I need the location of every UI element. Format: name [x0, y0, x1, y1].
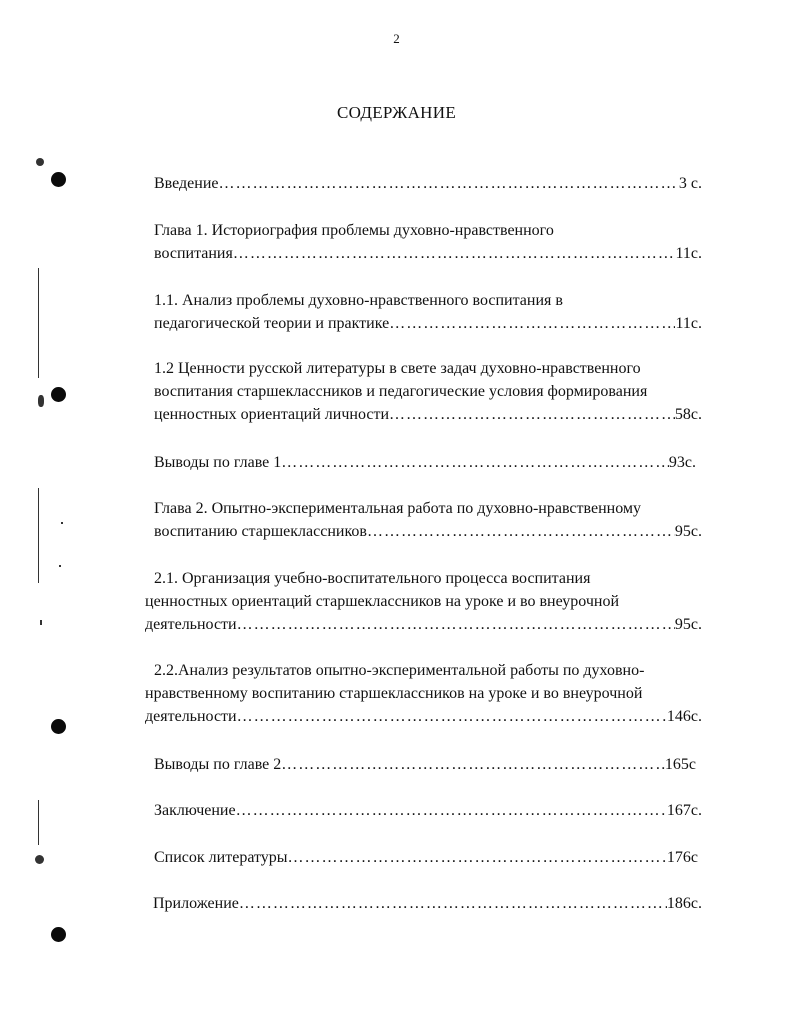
dot-leader — [288, 846, 667, 869]
toc-label: Выводы по главе 1 — [154, 454, 282, 471]
toc-label: Приложение — [153, 895, 239, 912]
toc-page: 3 с. — [678, 175, 702, 192]
toc-line: нравственному воспитанию старшеклассников на уроке и во внеурочной — [145, 685, 643, 702]
toc-entry-section-1-2 — [154, 357, 702, 426]
dot-leader — [233, 242, 676, 265]
dot-leader — [389, 312, 675, 335]
toc-label: педагогической теории и практике — [154, 315, 390, 332]
dot-leader — [389, 403, 675, 426]
binder-hole-2 — [51, 387, 66, 402]
toc-entry-conclusion — [154, 799, 702, 822]
dot-leader — [367, 520, 675, 543]
toc-label: Выводы по главе 2 — [154, 756, 282, 773]
toc-entry-appendix — [153, 892, 702, 915]
toc-label: деятельности — [145, 708, 237, 725]
toc-line: ценностных ориентаций старшеклассников на уроке и во внеурочной — [145, 593, 620, 610]
toc-line: 2.2.Анализ результатов опытно-экспериментальной работы по духовно- — [154, 662, 645, 679]
toc-page: 93с. — [668, 454, 696, 471]
toc-page: 95с. — [674, 523, 702, 540]
toc-label: Список литературы — [154, 849, 288, 866]
toc-page: 146с. — [666, 708, 702, 725]
toc-line: Глава 1. Историография проблемы духовно-нравственного — [154, 222, 554, 239]
binder-hole-1 — [51, 172, 66, 187]
toc-label: воспитанию старшеклассников — [154, 523, 367, 540]
toc-page: 58с. — [674, 406, 702, 423]
toc-label: воспитания — [154, 245, 233, 262]
toc-entry-conclusions-1 — [154, 451, 696, 474]
scan-speck — [38, 488, 39, 583]
scan-speck — [36, 158, 44, 166]
toc-line: Глава 2. Опытно-экспериментальная работа по духовно-нравственному — [154, 500, 642, 517]
scan-speck — [35, 855, 44, 864]
toc-page: 11с. — [675, 245, 702, 262]
toc-line: 1.1. Анализ проблемы духовно-нравственного воспитания в — [154, 292, 563, 309]
dot-leader — [239, 892, 667, 915]
page-title: СОДЕРЖАНИЕ — [336, 103, 457, 122]
dot-leader — [237, 705, 667, 728]
toc-line: 1.2 Ценности русской литературы в свете задач духовно-нравственного — [154, 360, 641, 377]
toc-entry-section-1-1 — [154, 289, 702, 335]
scan-speck — [38, 395, 44, 407]
toc-entry-chapter-1 — [154, 219, 702, 265]
toc-entry-chapter-2 — [154, 497, 702, 543]
toc-page: 95с. — [674, 616, 702, 633]
dot-leader — [236, 799, 667, 822]
toc-page: 11с. — [675, 315, 702, 332]
dot-leader — [281, 753, 665, 776]
toc-page: 186с. — [666, 895, 702, 912]
toc-label: Заключение — [154, 802, 236, 819]
toc-line: воспитания старшеклассников и педагогические условия формирования — [154, 383, 648, 400]
toc-label: Введение — [154, 175, 219, 192]
toc-entry-conclusions-2 — [154, 753, 696, 776]
scan-speck — [59, 565, 61, 567]
scan-speck — [61, 522, 63, 524]
scan-speck — [40, 620, 42, 625]
binder-hole-4 — [51, 927, 66, 942]
toc-page: 176с — [666, 849, 698, 866]
dot-leader — [237, 613, 675, 636]
dot-leader — [281, 451, 669, 474]
binder-hole-3 — [51, 719, 66, 734]
scan-speck — [38, 800, 39, 845]
toc-entry-intro — [154, 172, 702, 195]
toc-entry-references — [154, 846, 698, 869]
dot-leader — [219, 172, 679, 195]
toc-line: 2.1. Организация учебно-воспитательного процесса воспитания — [154, 570, 591, 587]
toc-page: 167с. — [666, 802, 702, 819]
page-number: 2 — [393, 31, 400, 46]
toc-label: деятельности — [145, 616, 237, 633]
toc-entry-section-2-2 — [145, 659, 702, 728]
scan-speck — [38, 268, 39, 378]
toc-page: 165с — [664, 756, 696, 773]
toc-label: ценностных ориентаций личности — [154, 406, 390, 423]
toc-entry-section-2-1 — [145, 567, 702, 636]
